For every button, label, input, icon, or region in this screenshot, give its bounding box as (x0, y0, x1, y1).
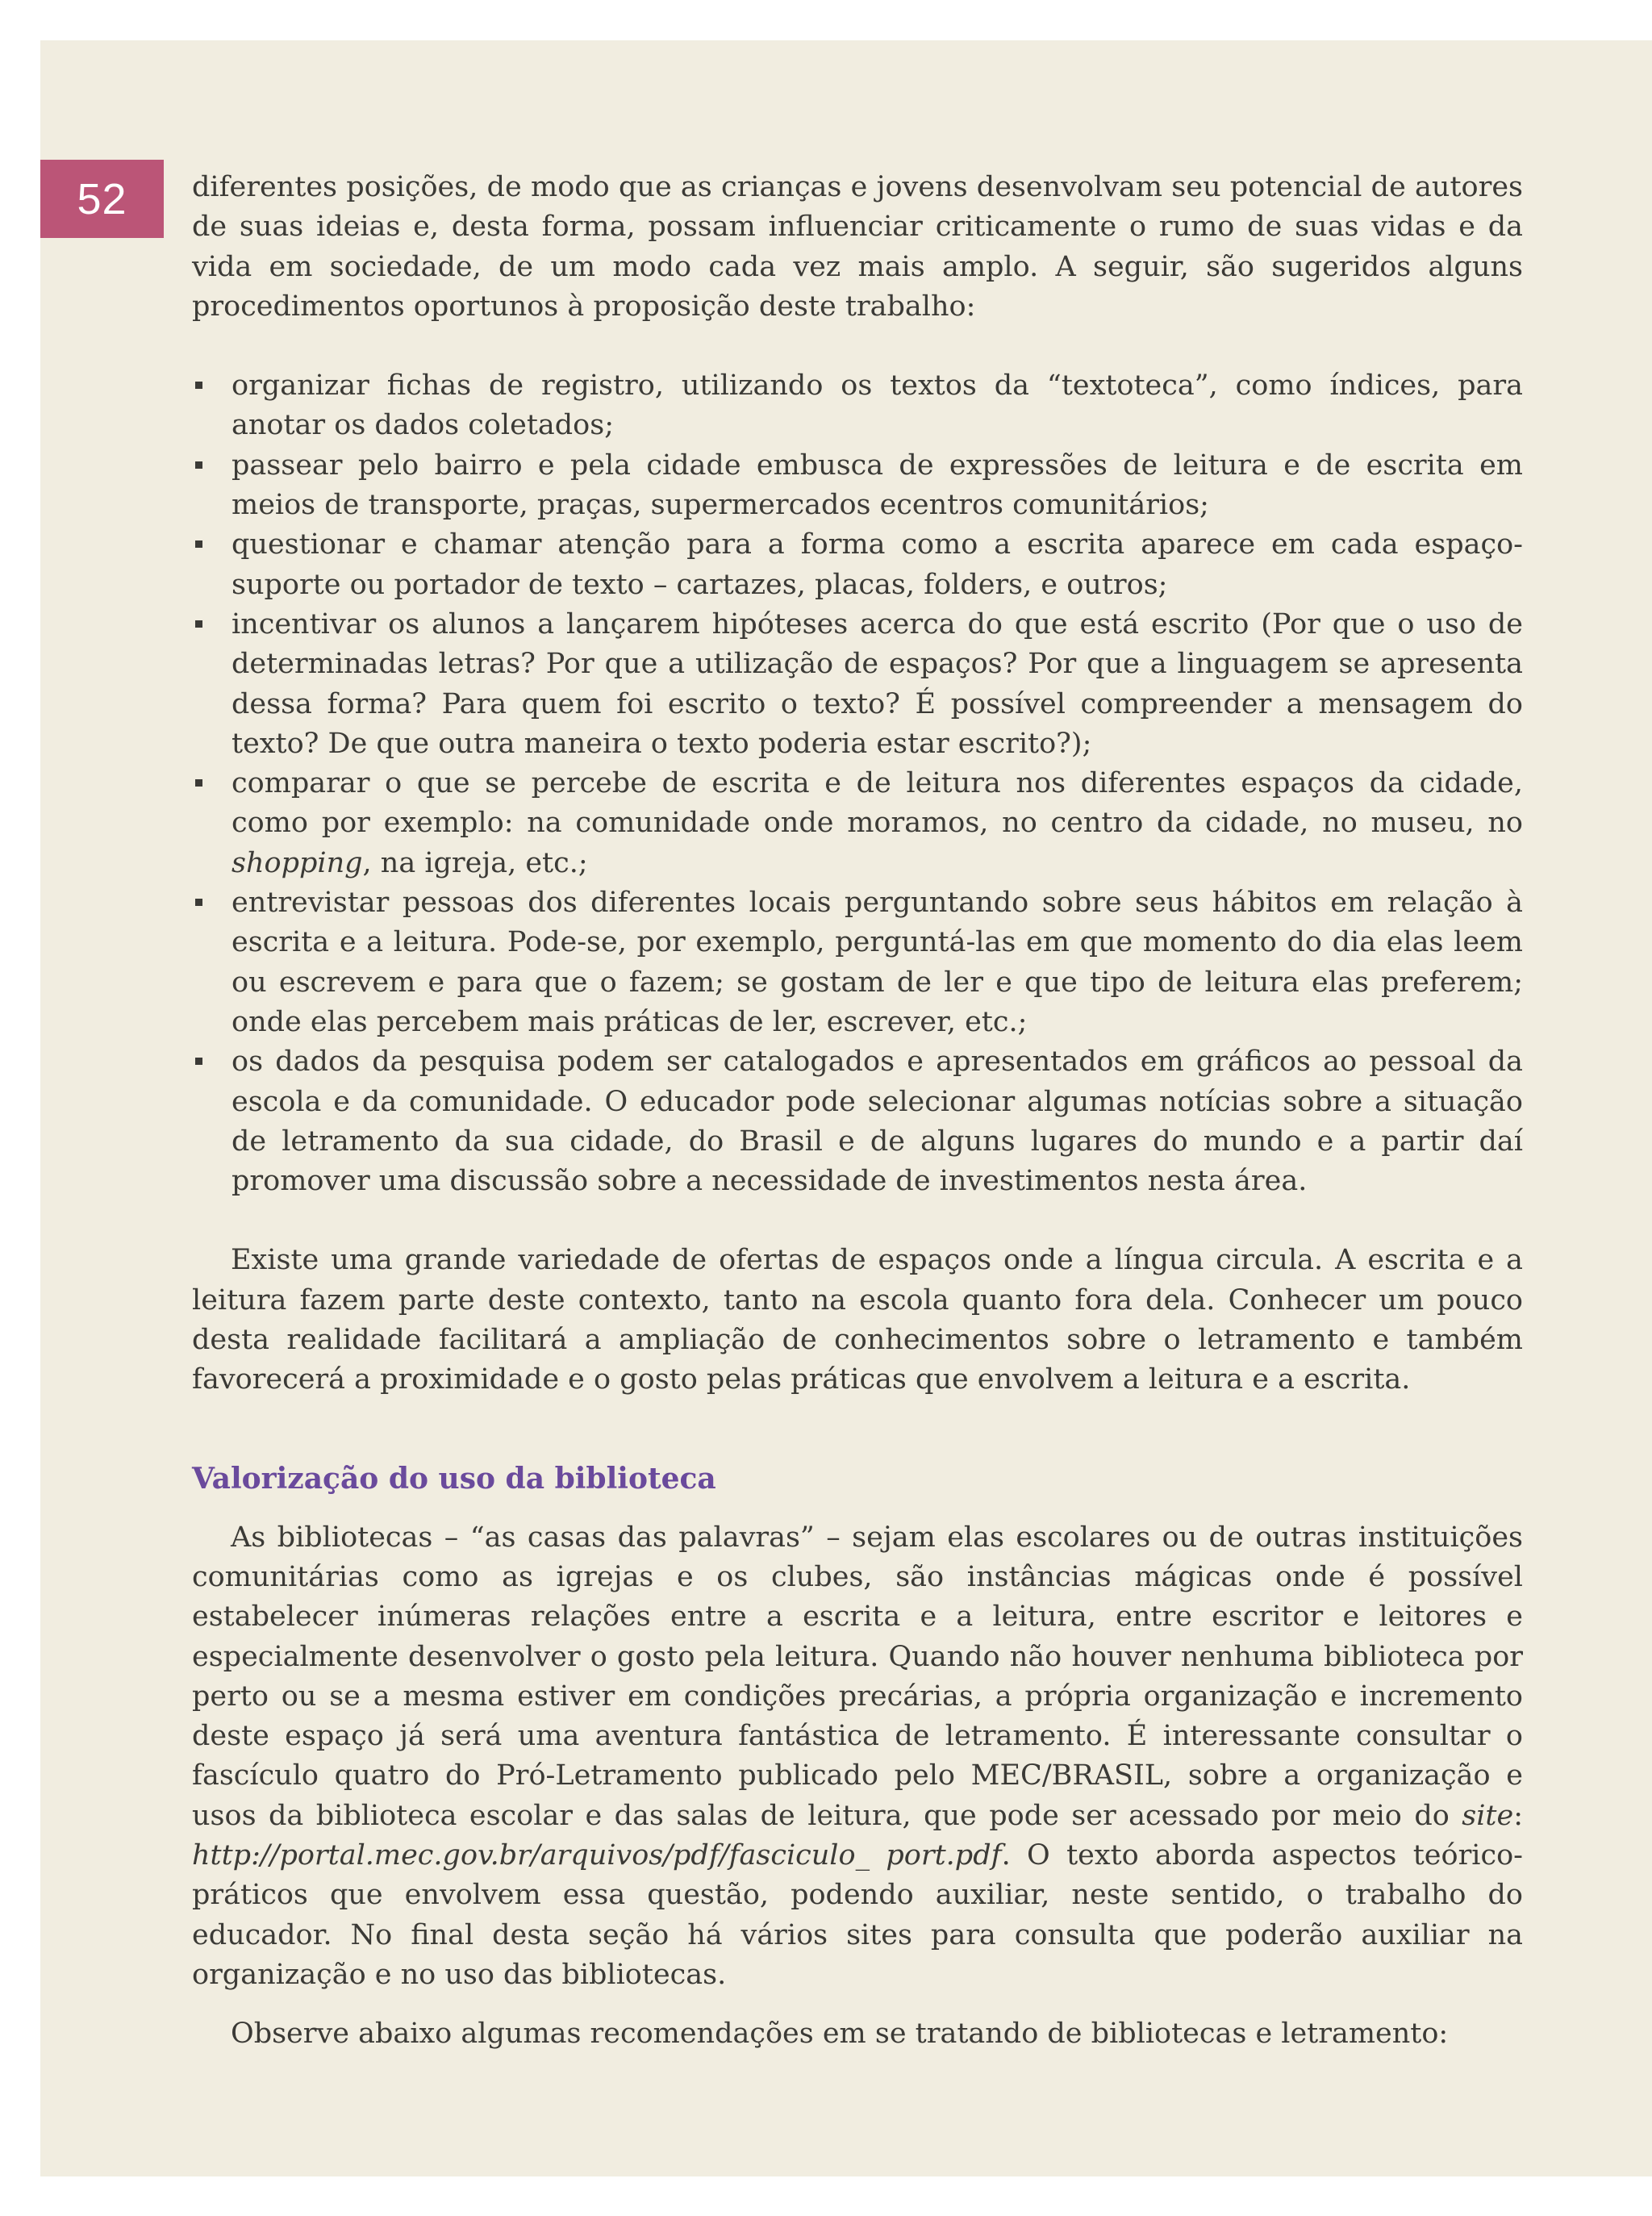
square-bullet-icon (195, 620, 202, 628)
list-item-text: os dados da pesquisa podem ser catalogados e apresentados em gráficos ao pessoal da escola e da comunidade. O educador pode selecionar algumas notícias sobre a situação de letramento da sua cidade, do Brasil e de alguns lugares do mundo e a partir daí promover uma discussão sobre a necessidade de investimentos nesta área. (232, 1045, 1523, 1198)
list-item-text: questionar e chamar atenção para a forma como a escrita aparece em cada espaço-suporte ou portador de texto – cartazes, placas, folders, e outros; (232, 528, 1523, 601)
intro-paragraph: diferentes posições, de modo que as crianças e jovens desenvolvam seu potencial de autores de suas ideias e, desta forma, possam influenciar criticamente o rumo de suas vidas e da vida em sociedade, de um modo cada vez mais amplo. A seguir, são sugeridos alguns procedimentos oportunos à proposição deste trabalho: (192, 171, 1523, 323)
list-item (192, 446, 1523, 526)
square-bullet-icon (195, 899, 202, 906)
list-item-text: organizar fichas de registro, utilizando os textos da “textoteca”, como índices, para anotar os dados coletados; (232, 369, 1523, 442)
list-item (192, 525, 1523, 605)
list-item (192, 883, 1523, 1042)
list-item (192, 605, 1523, 764)
page-sheet (40, 40, 1652, 2176)
site-term: site (1462, 1799, 1514, 1832)
page-number-badge (40, 160, 164, 238)
square-bullet-icon (195, 1058, 202, 1065)
page-number: 52 (77, 174, 127, 223)
list-item (192, 764, 1523, 883)
page-content (192, 168, 1523, 2054)
section-heading: Valorização do uso da biblioteca (192, 1461, 716, 1496)
square-bullet-icon (195, 540, 202, 548)
resource-url[interactable]: http://portal.mec.gov.br/arquivos/pdf/fasciculo_ port.pdf (192, 1838, 1002, 1872)
square-bullet-icon (195, 461, 202, 469)
library-paragraph-text: As bibliotecas – “as casas das palavras” – sejam elas escolares ou de outras instituições comunitárias como as igrejas e os clubes, são instâncias mágicas onde é possível estabelecer inúmeras relações entre a escrita e a leitura, entre escritor e leitores e especialmente desenvolver o gosto pela leitura. Quando não houver nenhuma biblioteca por perto ou se a mesma estiver em condições precárias, a própria organização e incremento deste espaço já será uma aventura fantástica de letramento. É interessante consultar o fascículo quatro do Pró-Letramento publicado pelo MEC/BRASIL, sobre a organização e usos da biblioteca escolar e das salas de leitura, que pode ser acessado por meio do (192, 1521, 1523, 1832)
list-item-text: incentivar os alunos a lançarem hipóteses acerca do que está escrito (Por que o uso de determinadas letras? Por que a utilização de espaços? Por que a linguagem se apresenta dessa forma? Para quem foi escrito o texto? É possível compreender a mensagem do texto? De que outra maneira o texto poderia estar escrito?); (232, 607, 1523, 760)
square-bullet-icon (195, 382, 202, 389)
library-paragraph (192, 1518, 1523, 1996)
list-item (192, 366, 1523, 446)
list-item-text: entrevistar pessoas dos diferentes locais perguntando sobre seus hábitos em relação à escrita e a leitura. Pode-se, por exemplo, perguntá-las em que momento do dia elas leem ou escrevem e para que o fazem; se gostam de ler e que tipo de leitura elas preferem; onde elas percebem mais práticas de ler, escrever, etc.; (232, 887, 1523, 1038)
list-item-text-start: comparar o que se percebe de escrita e de leitura nos diferentes espaços da cidade, como por exemplo: na comunidade onde moramos, no centro da cidade, no museu, no (232, 767, 1523, 840)
list-item-text: passear pelo bairro e pela cidade embusca de expressões de leitura e de escrita em meios de transporte, praças, supermercados ecentros comunitários; (232, 449, 1523, 522)
procedures-list (192, 366, 1523, 1201)
library-paragraph-text-end: . O texto aborda aspectos teórico-práticos que envolvem essa questão, podendo auxiliar, neste sentido, o trabalho do educador. No final desta seção há vários sites para consulta que poderão auxiliar na organização e no uso das bibliotecas. (192, 1838, 1523, 1991)
square-bullet-icon (195, 779, 202, 787)
italic-term: shopping (232, 846, 363, 879)
context-paragraph: Existe uma grande variedade de ofertas de espaços onde a língua circula. A escrita e a leitura fazem parte deste contexto, tanto na escola quanto fora dela. Conhecer um pouco desta realidade facilitará a ampliação de conhecimentos sobre o letramento e também favorecerá a proximidade e o gosto pelas práticas que envolvem a leitura e a escrita. (192, 1244, 1523, 1396)
recommendations-intro: Observe abaixo algumas recomendações em se tratando de bibliotecas e letramento: (231, 2018, 1449, 2051)
list-item (192, 1042, 1523, 1201)
list-item-text (232, 767, 1523, 879)
colon-separator: : (1513, 1799, 1523, 1832)
list-item-text-end: , na igreja, etc.; (362, 846, 588, 879)
